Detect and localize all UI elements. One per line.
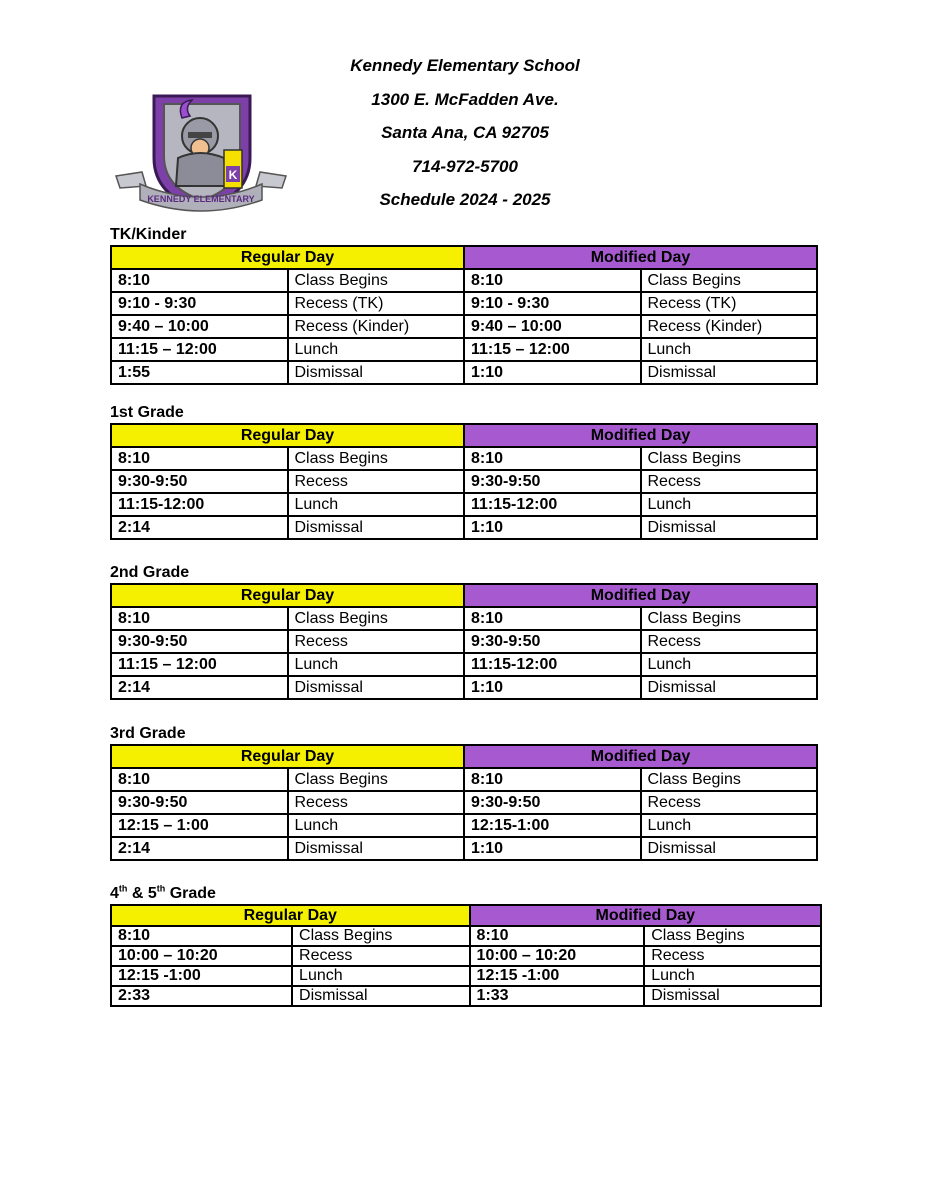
regular-event: Recess [292, 946, 470, 966]
modified-day-header: Modified Day [464, 424, 817, 447]
modified-event: Lunch [644, 966, 821, 986]
regular-time: 2:14 [111, 837, 288, 860]
regular-event: Lunch [292, 966, 470, 986]
modified-event: Recess [641, 791, 818, 814]
modified-event: Class Begins [641, 607, 818, 630]
regular-event: Dismissal [292, 986, 470, 1006]
table-row [111, 292, 817, 315]
modified-event: Recess (TK) [641, 292, 818, 315]
modified-time: 1:10 [464, 361, 641, 384]
table-row [111, 814, 817, 837]
regular-time: 11:15 – 12:00 [111, 653, 288, 676]
table-row [111, 768, 817, 791]
section-title: 4th & 5th Grade [110, 883, 216, 902]
section-3rd-grade [110, 724, 818, 861]
modified-time: 8:10 [464, 768, 641, 791]
schedule-table [110, 245, 818, 385]
regular-time: 11:15 – 12:00 [111, 338, 288, 361]
modified-event: Dismissal [644, 986, 821, 1006]
school-city: Santa Ana, CA 92705 [381, 123, 549, 143]
regular-time: 9:30-9:50 [111, 791, 288, 814]
modified-day-header: Modified Day [464, 246, 817, 269]
regular-time: 2:33 [111, 986, 292, 1006]
modified-event: Dismissal [641, 361, 818, 384]
regular-time: 9:30-9:50 [111, 470, 288, 493]
modified-event: Class Begins [644, 926, 821, 946]
table-row [111, 447, 817, 470]
modified-day-header: Modified Day [464, 584, 817, 607]
schedule-table [110, 423, 818, 540]
table-row [111, 315, 817, 338]
logo-letter: K [228, 168, 238, 182]
modified-time: 11:15 – 12:00 [464, 338, 641, 361]
schedule-title: Schedule 2024 - 2025 [379, 190, 551, 210]
table-row [111, 946, 821, 966]
schedule-table [110, 744, 818, 861]
regular-time: 11:15-12:00 [111, 493, 288, 516]
regular-event: Dismissal [288, 837, 465, 860]
regular-day-header: Regular Day [111, 745, 464, 768]
table-row [111, 986, 821, 1006]
modified-time: 12:15-1:00 [464, 814, 641, 837]
regular-event: Lunch [288, 338, 465, 361]
regular-event: Class Begins [288, 607, 465, 630]
regular-day-header: Regular Day [111, 584, 464, 607]
modified-day-header: Modified Day [470, 905, 821, 926]
modified-time: 1:10 [464, 837, 641, 860]
modified-time: 8:10 [464, 269, 641, 292]
modified-event: Dismissal [641, 516, 818, 539]
regular-day-header: Regular Day [111, 246, 464, 269]
section-2nd-grade [110, 563, 818, 700]
table-row [111, 470, 817, 493]
modified-event: Lunch [641, 814, 818, 837]
regular-time: 10:00 – 10:20 [111, 946, 292, 966]
regular-event: Recess [288, 791, 465, 814]
regular-time: 9:10 - 9:30 [111, 292, 288, 315]
regular-event: Lunch [288, 493, 465, 516]
modified-event: Recess [644, 946, 821, 966]
modified-time: 9:30-9:50 [464, 470, 641, 493]
section-4th-5th-grade [110, 884, 822, 1007]
modified-time: 11:15-12:00 [464, 653, 641, 676]
modified-time: 8:10 [464, 447, 641, 470]
modified-time: 9:40 – 10:00 [464, 315, 641, 338]
schedule-table [110, 583, 818, 700]
section-title: 1st Grade [110, 404, 184, 421]
section-title: 3rd Grade [110, 725, 186, 742]
regular-time: 8:10 [111, 768, 288, 791]
regular-day-header: Regular Day [111, 424, 464, 447]
modified-time: 1:10 [464, 676, 641, 699]
section-title: TK/Kinder [110, 226, 187, 243]
modified-event: Lunch [641, 493, 818, 516]
modified-event: Recess [641, 630, 818, 653]
regular-event: Lunch [288, 653, 465, 676]
modified-day-header: Modified Day [464, 745, 817, 768]
table-row [111, 493, 817, 516]
modified-time: 9:30-9:50 [464, 630, 641, 653]
regular-event: Class Begins [288, 269, 465, 292]
regular-time: 2:14 [111, 676, 288, 699]
regular-time: 1:55 [111, 361, 288, 384]
table-row [111, 791, 817, 814]
regular-event: Recess (TK) [288, 292, 465, 315]
table-row [111, 837, 817, 860]
modified-time: 1:33 [470, 986, 645, 1006]
regular-time: 12:15 – 1:00 [111, 814, 288, 837]
regular-event: Recess [288, 470, 465, 493]
table-row [111, 338, 817, 361]
modified-event: Class Begins [641, 269, 818, 292]
modified-time: 12:15 -1:00 [470, 966, 645, 986]
modified-time: 11:15-12:00 [464, 493, 641, 516]
table-row [111, 676, 817, 699]
school-name: Kennedy Elementary School [350, 56, 580, 75]
regular-event: Recess (Kinder) [288, 315, 465, 338]
regular-time: 9:40 – 10:00 [111, 315, 288, 338]
table-row [111, 269, 817, 292]
regular-event: Dismissal [288, 361, 465, 384]
school-address: 1300 E. McFadden Ave. [371, 89, 559, 109]
regular-time: 12:15 -1:00 [111, 966, 292, 986]
regular-time: 2:14 [111, 516, 288, 539]
regular-event: Class Begins [292, 926, 470, 946]
modified-time: 8:10 [470, 926, 645, 946]
regular-time: 8:10 [111, 607, 288, 630]
modified-event: Dismissal [641, 676, 818, 699]
modified-event: Class Begins [641, 768, 818, 791]
regular-event: Dismissal [288, 516, 465, 539]
modified-time: 9:10 - 9:30 [464, 292, 641, 315]
modified-time: 1:10 [464, 516, 641, 539]
modified-event: Class Begins [641, 447, 818, 470]
table-row [111, 607, 817, 630]
table-row [111, 926, 821, 946]
schedule-table [110, 904, 822, 1007]
kennedy-knight-logo [112, 88, 290, 216]
regular-event: Class Begins [288, 768, 465, 791]
modified-time: 9:30-9:50 [464, 791, 641, 814]
regular-event: Class Begins [288, 447, 465, 470]
regular-event: Recess [288, 630, 465, 653]
section-tk-kinder [110, 225, 818, 385]
regular-event: Lunch [288, 814, 465, 837]
table-row [111, 653, 817, 676]
regular-time: 8:10 [111, 269, 288, 292]
school-phone: 714-972-5700 [412, 156, 518, 176]
modified-event: Recess [641, 470, 818, 493]
modified-event: Recess (Kinder) [641, 315, 818, 338]
section-title: 2nd Grade [110, 564, 190, 581]
school-header [300, 52, 630, 220]
regular-day-header: Regular Day [111, 905, 470, 926]
table-row [111, 516, 817, 539]
table-row [111, 966, 821, 986]
table-row [111, 630, 817, 653]
modified-event: Lunch [641, 653, 818, 676]
regular-time: 9:30-9:50 [111, 630, 288, 653]
regular-event: Dismissal [288, 676, 465, 699]
modified-time: 8:10 [464, 607, 641, 630]
table-row [111, 361, 817, 384]
regular-time: 8:10 [111, 447, 288, 470]
section-1st-grade [110, 403, 818, 540]
logo-banner-text: KENNEDY ELEMENTARY [147, 194, 255, 204]
modified-time: 10:00 – 10:20 [470, 946, 645, 966]
modified-event: Lunch [641, 338, 818, 361]
regular-time: 8:10 [111, 926, 292, 946]
modified-event: Dismissal [641, 837, 818, 860]
